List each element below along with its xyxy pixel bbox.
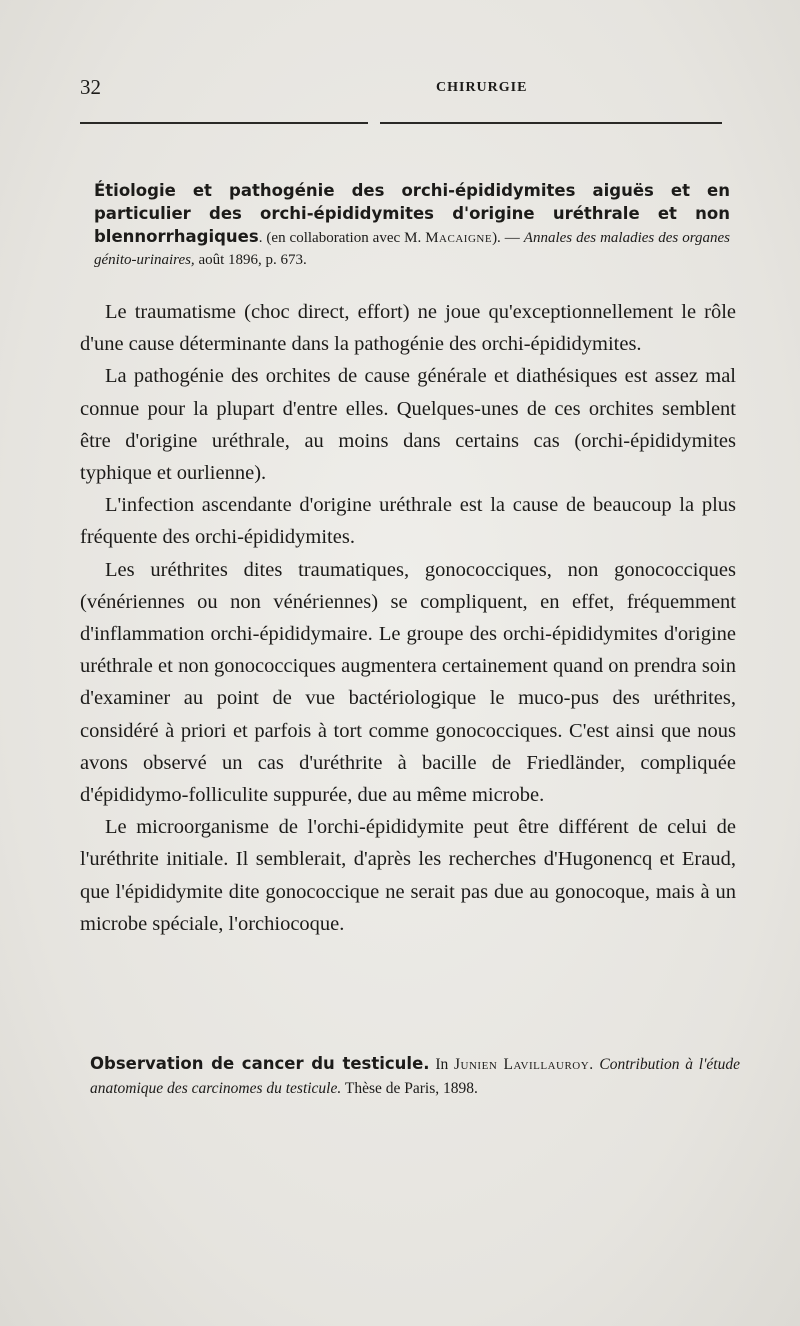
page-header	[80, 72, 730, 102]
body-paragraph: La pathogénie des orchites de cause générale et diathésiques est assez mal connue pour la plupart d'entre elles. Quelques-unes de ces orchites semblent être d'origine uréthrale, au moins dans certains cas (orchi-épididymites typhique et ourlienne).	[80, 365, 736, 485]
entry-collab-suffix: ). —	[492, 230, 524, 246]
entry-collaborator: Macaigne	[425, 230, 493, 246]
running-title: CHIRURGIE	[436, 80, 528, 95]
page-number: 32	[80, 75, 101, 99]
entry-journal: Annales des maladies des organes génito-urinaires,	[94, 230, 730, 268]
entry-collab-prefix: . (en collaboration avec M.	[258, 230, 426, 246]
observation-title: Observation de cancer du testicule.	[90, 1054, 430, 1073]
body-paragraph: Le traumatisme (choc direct, effort) ne joue qu'exceptionnellement le rôle d'une cause déterminante dans la pathogénie des orchi-épididymites.	[80, 301, 736, 356]
bibliographic-entry	[94, 180, 730, 271]
body-text	[80, 296, 736, 940]
observation-thesis: Thèse de Paris, 1898.	[341, 1080, 478, 1097]
observation-author: Junien Lavillauroy.	[454, 1056, 594, 1073]
body-paragraph: L'infection ascendante d'origine uréthrale est la cause de beaucoup la plus fréquente des orchi-épididymites.	[80, 494, 736, 549]
header-rule-left	[80, 122, 368, 124]
observation-in: In	[429, 1056, 455, 1073]
header-rule-right	[380, 122, 722, 124]
entry-date-page: août 1896, p. 673.	[194, 252, 307, 268]
body-paragraph: Le microorganisme de l'orchi-épididymite peut être différent de celui de l'uréthrite initiale. Il semblerait, d'après les recherches d'Hugonencq et Eraud, que l'épididymite dite gonococcique ne serait pas due au gonocoque, mais à un microbe spéciale, l'orchiocoque.	[80, 816, 736, 935]
observation-entry	[90, 1052, 740, 1101]
entry-title: Étiologie et pathogénie des orchi-épididymites aiguës et en particulier des orchi-épididymites d'origine uréthrale et non blennorrhagiques	[94, 181, 730, 246]
observation-work: Contribution à l'étude anatomique des carcinomes du testicule.	[90, 1056, 740, 1097]
body-paragraph: Les uréthrites dites traumatiques, gonococciques, non gonococciques (vénériennes ou non vénériennes) se compliquent, en effet, fréquemment d'inflammation orchi-épididymaire. Le groupe des orchi-épididymites d'origine uréthrale et non gonococciques augmentera certainement quand on prendra soin d'examiner au point de vue bactériologique le muco-pus des uréthrites, considéré à priori et parfois à tort comme gonococciques. C'est ainsi que nous avons observé un cas d'uréthrite à bacille de Friedländer, compliquée d'épididymo-folliculite suppurée, due au même microbe.	[80, 558, 736, 807]
